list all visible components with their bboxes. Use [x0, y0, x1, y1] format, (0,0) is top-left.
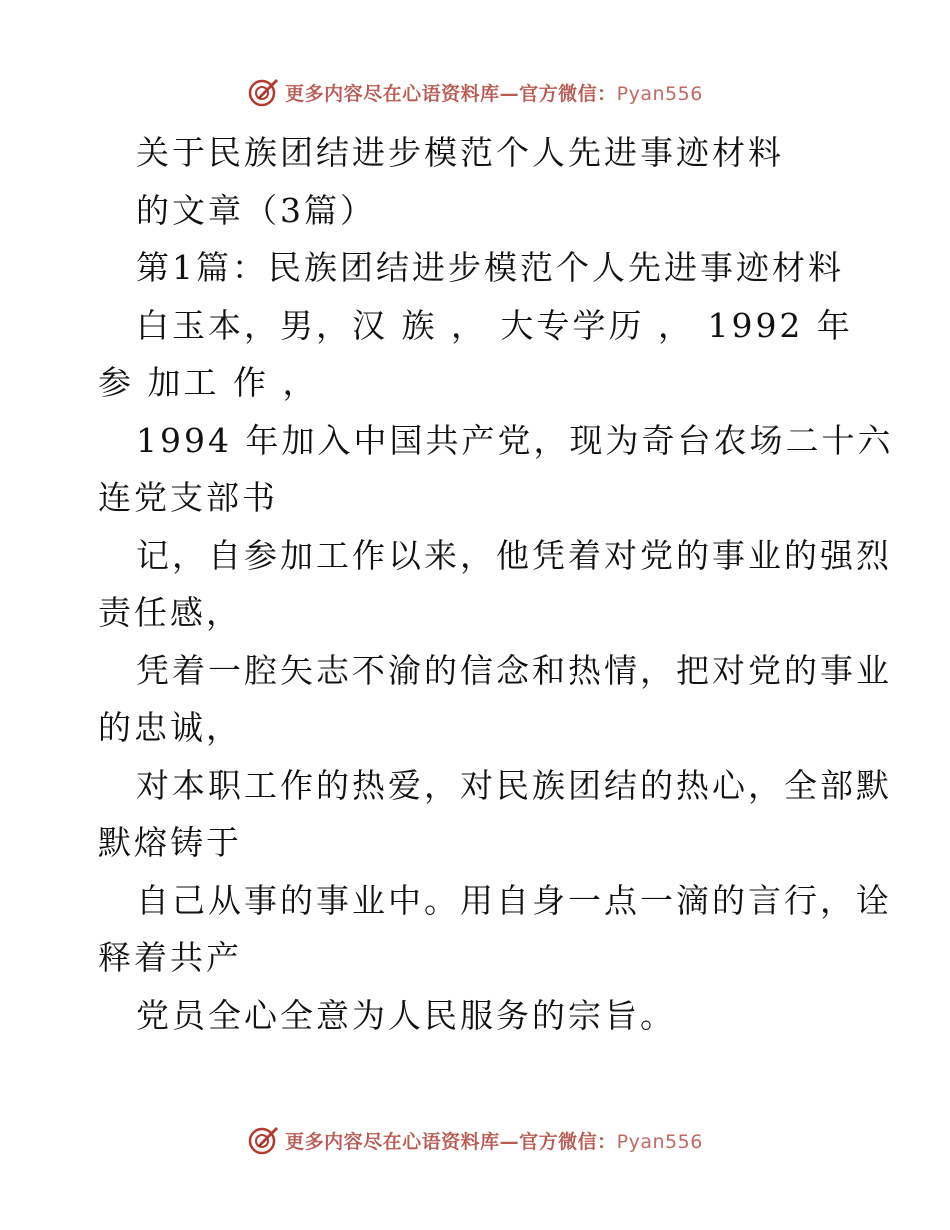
- document-line: 1994 年加入中国共产党，现为奇台农场二十六: [136, 420, 894, 460]
- header-watermark: [0, 72, 950, 112]
- document-line: 自己从事的事业中。用自身一点一滴的言行，诠: [136, 880, 892, 920]
- pen-logo-icon: [247, 1123, 281, 1157]
- document-line: 白玉本，男，汉 族 ， 大专学历 ， 1992 年: [136, 305, 853, 345]
- document-line: 默熔铸于: [98, 823, 242, 862]
- document-line: 第1篇：民族团结进步模范个人先进事迹材料: [136, 248, 844, 287]
- watermark-prefix: 更多内容尽在心语资料库—官方微信：: [285, 82, 617, 105]
- footer-watermark: [0, 1120, 950, 1160]
- document-line: 党员全心全意为人民服务的宗旨。: [136, 995, 676, 1035]
- watermark-account: Pyan556: [616, 1130, 703, 1153]
- watermark-text: [285, 1127, 703, 1154]
- pen-logo-icon: [247, 75, 281, 109]
- document-line: 对本职工作的热爱，对民族团结的热心，全部默: [136, 765, 892, 805]
- document-line: 的忠诚，: [98, 708, 242, 747]
- watermark-text: [285, 79, 703, 106]
- document-line: 凭着一腔矢志不渝的信念和热情，把对党的事业: [136, 650, 892, 690]
- document-line: 记，自参加工作以来，他凭着对党的事业的强烈: [136, 535, 892, 575]
- watermark-account: Pyan556: [616, 82, 703, 105]
- document-line: 连党支部书: [98, 478, 278, 517]
- watermark-prefix: 更多内容尽在心语资料库—官方微信：: [285, 1130, 617, 1153]
- document-body: [98, 124, 894, 1044]
- document-line: 责任感，: [98, 593, 242, 632]
- document-line: 参 加工 作 ，: [98, 363, 319, 402]
- document-line: 的文章（3篇）: [136, 190, 376, 230]
- document-line: 释着共产: [98, 938, 242, 977]
- document-line: 关于民族团结进步模范个人先进事迹材料: [136, 133, 784, 172]
